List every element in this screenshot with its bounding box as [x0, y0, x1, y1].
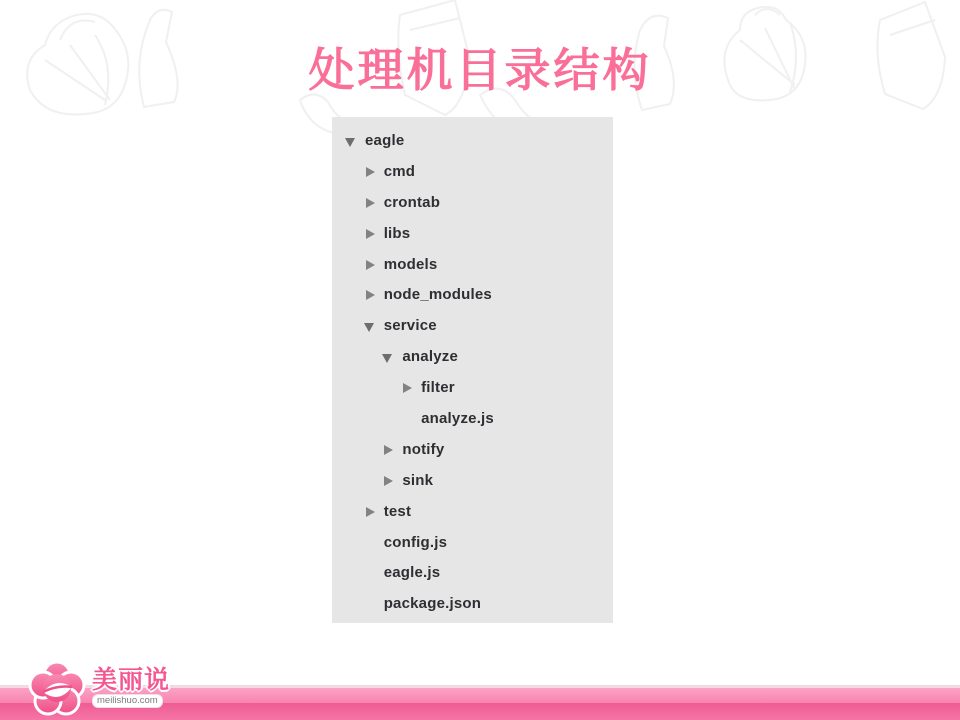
- tree-item-label: service: [383, 317, 437, 335]
- tree-item-label: node_modules: [383, 286, 492, 304]
- tree-item-label: libs: [383, 224, 411, 242]
- disclosure-collapsed-icon[interactable]: [363, 165, 376, 178]
- logo-text-block: [92, 668, 170, 707]
- file-tree: [332, 125, 613, 619]
- tree-item-label: models: [383, 255, 438, 273]
- disclosure-expanded-icon[interactable]: [381, 350, 394, 363]
- disclosure-expanded-icon[interactable]: [344, 134, 357, 147]
- disclosure-collapsed-icon[interactable]: [363, 196, 376, 209]
- tree-item-label: cmd: [383, 162, 416, 180]
- tree-item-analyze[interactable]: [332, 341, 613, 372]
- tree-item-cmd[interactable]: [332, 156, 613, 187]
- tree-item-label: eagle: [365, 131, 405, 149]
- tree-item-sink[interactable]: [332, 465, 613, 496]
- tree-item-analyze.js[interactable]: [332, 403, 613, 434]
- tree-item-eagle[interactable]: [332, 125, 613, 156]
- tree-item-node_modules[interactable]: [332, 279, 613, 310]
- tree-item-service[interactable]: [332, 310, 613, 341]
- page-title: 处理机目录结构: [308, 44, 652, 96]
- disclosure-collapsed-icon[interactable]: [363, 505, 376, 518]
- tree-item-label: notify: [402, 440, 445, 458]
- tree-item-label: test: [383, 502, 412, 520]
- file-indent-spacer: [363, 566, 376, 579]
- tree-item-crontab[interactable]: [332, 187, 613, 218]
- tree-item-label: crontab: [383, 193, 441, 211]
- disclosure-collapsed-icon[interactable]: [363, 288, 376, 301]
- tree-item-label: filter: [421, 379, 455, 397]
- tree-item-models[interactable]: [332, 249, 613, 280]
- file-indent-spacer: [363, 597, 376, 610]
- logo-brand-name: 美丽说: [92, 666, 171, 695]
- file-indent-spacer: [363, 536, 376, 549]
- tree-item-package.json[interactable]: [332, 588, 613, 619]
- disclosure-collapsed-icon[interactable]: [363, 227, 376, 240]
- meilishuo-logo: [26, 658, 170, 718]
- tree-item-test[interactable]: [332, 496, 613, 527]
- tree-item-label: analyze: [402, 348, 458, 366]
- tree-item-eagle.js[interactable]: [332, 557, 613, 588]
- tree-item-config.js[interactable]: [332, 527, 613, 558]
- disclosure-collapsed-icon[interactable]: [381, 474, 394, 487]
- logo-domain: meilishuo.com: [92, 694, 163, 707]
- tree-item-notify[interactable]: [332, 434, 613, 465]
- tree-item-label: analyze.js: [421, 409, 494, 427]
- tree-item-libs[interactable]: [332, 218, 613, 249]
- disclosure-expanded-icon[interactable]: [363, 319, 376, 332]
- tree-item-label: config.js: [383, 533, 448, 551]
- tree-item-label: eagle.js: [383, 564, 441, 582]
- tree-item-label: sink: [402, 471, 434, 489]
- tree-item-label: package.json: [383, 595, 482, 613]
- file-indent-spacer: [400, 412, 413, 425]
- file-tree-panel: [332, 117, 613, 623]
- tree-item-filter[interactable]: [332, 372, 613, 403]
- disclosure-collapsed-icon[interactable]: [363, 258, 376, 271]
- flower-logo-icon: [26, 658, 88, 718]
- disclosure-collapsed-icon[interactable]: [400, 381, 413, 394]
- disclosure-collapsed-icon[interactable]: [381, 443, 394, 456]
